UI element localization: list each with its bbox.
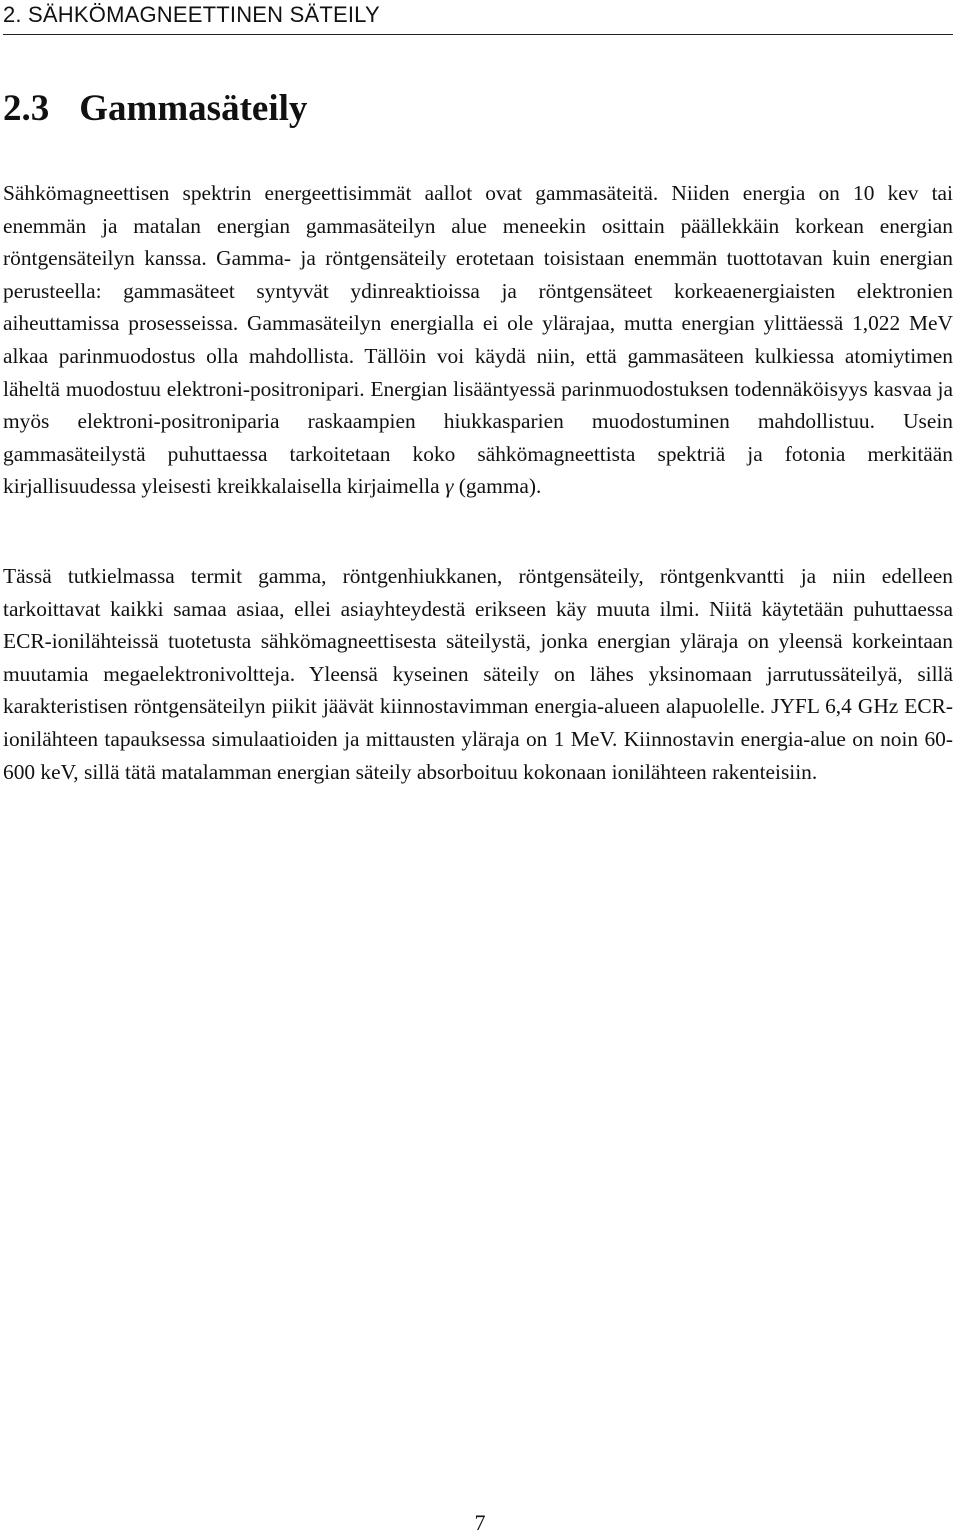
paragraph-gamma-intro-text: Sähkömagneettisen spektrin energeettisimmät aallot ovat gammasäteitä. Niiden energia on 10 kev tai enemmän ja matalan energian gammasäteilyn alue meneekin osittain päällekkäin korkean energian röntgensäteilyn kanssa. Gamma- ja röntgensäteily erotetaan toisistaan enemmän tuottotavan kuin energian perusteella: gammasäteet syntyvät ydinreaktioissa ja röntgensäteet korkeaenergiaisten elektronien aiheuttamissa prosesseissa. Gammasäteilyn energialla ei ole ylärajaa, mutta energian ylittäessä 1,022 MeV alkaa parinmuodostus olla mahdollista. Tällöin voi käydä niin, että gammasäteen kulkiessa atomiytimen läheltä muodostuu elektroni-positronipari. Energian lisääntyessä parinmuodostuksen todennäköisyys kasvaa ja myös elektroni-positroniparia raskaampien hiukkasparien muodostuminen mahdollistuu. Usein gammasäteilystä puhuttaessa tarkoitetaan koko sähkömagneettista spektriä ja fotonia merkitään kirjallisuudessa yleisesti kreikkalaisella kirjaimella: [3, 181, 953, 499]
section-number: 2.3: [3, 88, 50, 129]
running-header-text: 2. SÄHKÖMAGNEETTINEN SÄTEILY: [3, 2, 380, 27]
paragraph-terminology-text: Tässä tutkielmassa termit gamma, röntgenhiukkanen, röntgensäteily, röntgenkvantti ja niin edelleen tarkoittavat kaikki samaa asiaa, ellei asiayhteydestä erikseen käy muuta ilmi. Niitä käytetään puhuttaessa ECR-ionilähteissä tuotetusta sähkömagneettisesta säteilystä, jonka energian yläraja on yleensä korkeintaan muutamia megaelektronivoltteja. Yleensä kyseinen säteily on lähes yksinomaan jarrutussäteilyä, sillä karakteristisen röntgensäteilyn piikit jäävät kiinnostavimman energia-alueen alapuolelle. JYFL 6,4 GHz ECR-ionilähteen tapauksessa simulaatioiden ja mittausten yläraja on 1 MeV. Kiinnostavin energia-alue on noin 60-600 keV, sillä tätä matalamman energian säteily absorboituu kokonaan ionilähteen rakenteisiin.: [3, 564, 953, 784]
paragraph-gamma-intro: [3, 177, 953, 503]
page-number-text: 7: [474, 1510, 486, 1535]
section-title: Gammasäteily: [79, 88, 308, 129]
paragraph-terminology: [3, 560, 953, 788]
page-number: [0, 1508, 960, 1538]
paragraph-gamma-intro-tail: (gamma).: [458, 474, 542, 499]
gamma-symbol: γ: [444, 474, 454, 499]
running-header: [3, 0, 953, 35]
section-heading: [3, 86, 307, 132]
